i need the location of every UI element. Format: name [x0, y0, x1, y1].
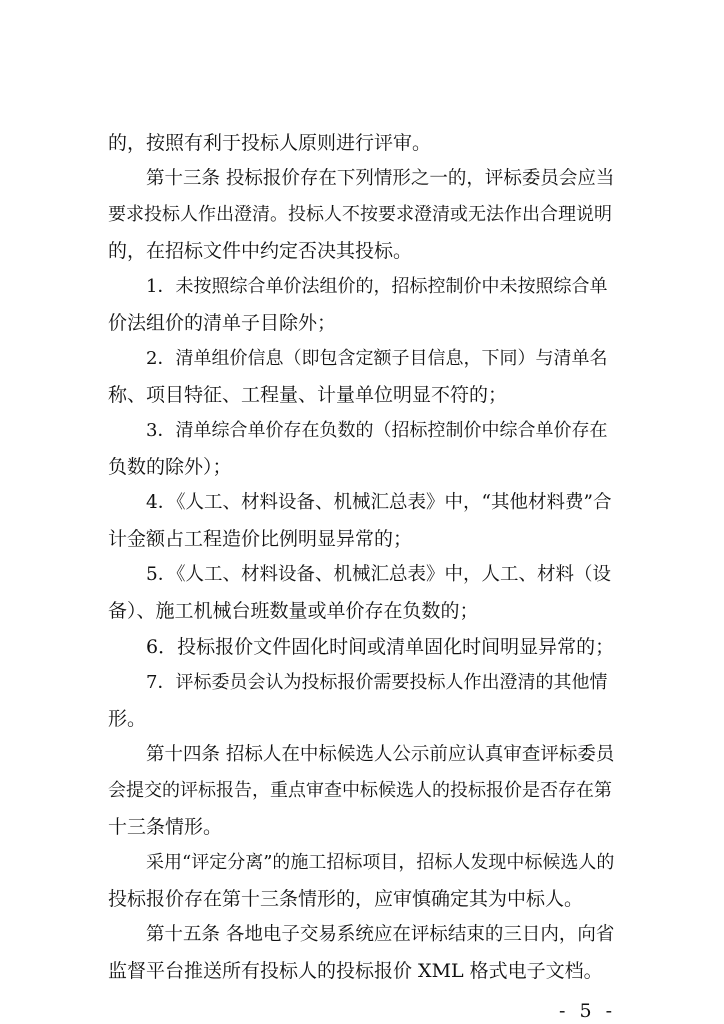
- page-number: - 5 -: [558, 1000, 616, 1022]
- document-page: 的，按照有利于投标人原则进行评审。 第十三条 投标报价存在下列情形之一的，评标委员会应当 要求投标人作出澄清。投标人不按要求澄清或无法作出合理说明 的，在招标文件中约定否决其投标。 1．未按照综合单价法组价的，招标控制价中未按照综合单 价法组价的清单子目除外； 2．清单组价信息（即包含定额子目信息，下同）与清单名 称、项目特征、工程量、计量单位明显不符的； 3．清单综合单价存在负数的（招标控制价中综合单价存在 负数的除外）； 4．《人工、材料设备、机械汇总表》中，“其他材料费”合 计金额占工程造价比例明显异常的； 5．《人工、材料设备、机械汇总表》中，人工、材料（设 备）、施工机械台班数量或单价存在负数的； 6．投标报价文件固化时间或清单固化时间明显异常的； 7．评标委员会认为投标报价需要投标人作出澄清的其他情 形。 第十四条 招标人在中标候选人公示前应认真审查评标委员 会提交的评标报告，重点审查中标候选人的投标报价是否存在第 十三条情形。 采用“评定分离”的施工招标项目，招标人发现中标候选人的 投标报价存在第十三条情形的，应审慎确定其为中标人。 第十五条 各地电子交易系统应在评标结束的三日内，向省 监督平台推送所有投标人的投标报价 XML 格式电子文档。 - 5 -: [108, 132, 616, 1022]
